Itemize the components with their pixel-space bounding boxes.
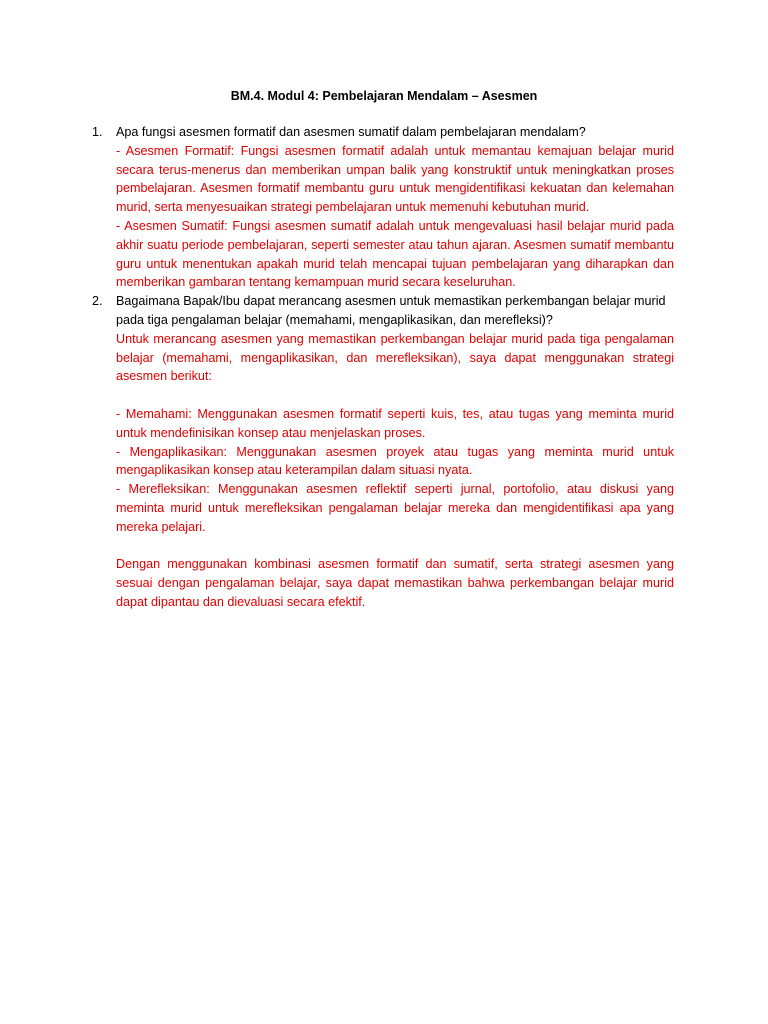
answer-point-merefleksikan: - Merefleksikan: Menggunakan asesmen reflektif seperti jurnal, portofolio, atau diskusi yang meminta murid untuk merefleksikan pengalaman belajar mereka dan mengidentifikasi apa yang mereka pelajari. <box>116 482 674 534</box>
paragraph-spacer <box>116 537 674 556</box>
answer-intro: Untuk merancang asesmen yang memastikan perkembangan belajar murid pada tiga pengalaman belajar (memahami, mengaplikasikan, dan merefleksikan), saya dapat menggunakan strategi asesmen berikut: <box>116 331 674 384</box>
answer-point-memahami: - Memahami: Menggunakan asesmen formatif seperti kuis, tes, atau tugas yang meminta murid untuk mendefinisikan konsep atau menjelaskan proses. <box>116 406 674 440</box>
answer-point-mengaplikasikan: - Mengaplikasikan: Menggunakan asesmen proyek atau tugas yang meminta murid untuk mengaplikasikan konsep atau keterampilan dalam situasi nyata. <box>116 444 674 478</box>
answer-sumatif: - Asesmen Sumatif: Fungsi asesmen sumatif adalah untuk mengevaluasi hasil belajar murid pada akhir suatu periode pembelajaran, seperti semester atau tahun ajaran. Asesmen sumatif membantu guru untuk menentukan apakah murid telah mencapai tujuan pembelajaran yang diharapkan dan memberikan gambaran tentang kemampuan murid secara keseluruhan. <box>116 218 674 290</box>
question-item-1 <box>92 123 674 292</box>
document-title: BM.4. Modul 4: Pembelajaran Mendalam – Asesmen <box>230 89 538 103</box>
question-number: 2. <box>92 294 103 309</box>
answer-conclusion: Dengan menggunakan kombinasi asesmen formatif dan sumatif, serta strategi asesmen yang sesuai dengan pengalaman belajar, saya dapat memastikan bahwa perkembangan belajar murid dapat dipantau dan dievaluasi secara efektif. <box>116 557 674 609</box>
question-number: 1. <box>92 125 103 139</box>
document-body <box>92 123 674 612</box>
question-item-2 <box>92 292 674 612</box>
question-text: Bagaimana Bapak/Ibu dapat merancang asesmen untuk memastikan perkembangan belajar murid pada tiga pengalaman belajar (memahami, mengaplikasikan, dan merefleksi)? <box>116 294 666 327</box>
question-text: Apa fungsi asesmen formatif dan asesmen sumatif dalam pembelajaran mendalam? <box>116 125 586 139</box>
paragraph-spacer <box>116 386 674 405</box>
answer-formatif: - Asesmen Formatif: Fungsi asesmen formatif adalah untuk memantau kemajuan belajar murid secara terus-menerus dan memberikan umpan balik yang konstruktif untuk meningkatkan proses pembelajaran. Asesmen formatif membantu guru untuk mengidentifikasi kekuatan dan kelemahan murid, serta menyesuaikan strategi pembelajaran untuk memenuhi kebutuhan murid. <box>116 143 674 215</box>
